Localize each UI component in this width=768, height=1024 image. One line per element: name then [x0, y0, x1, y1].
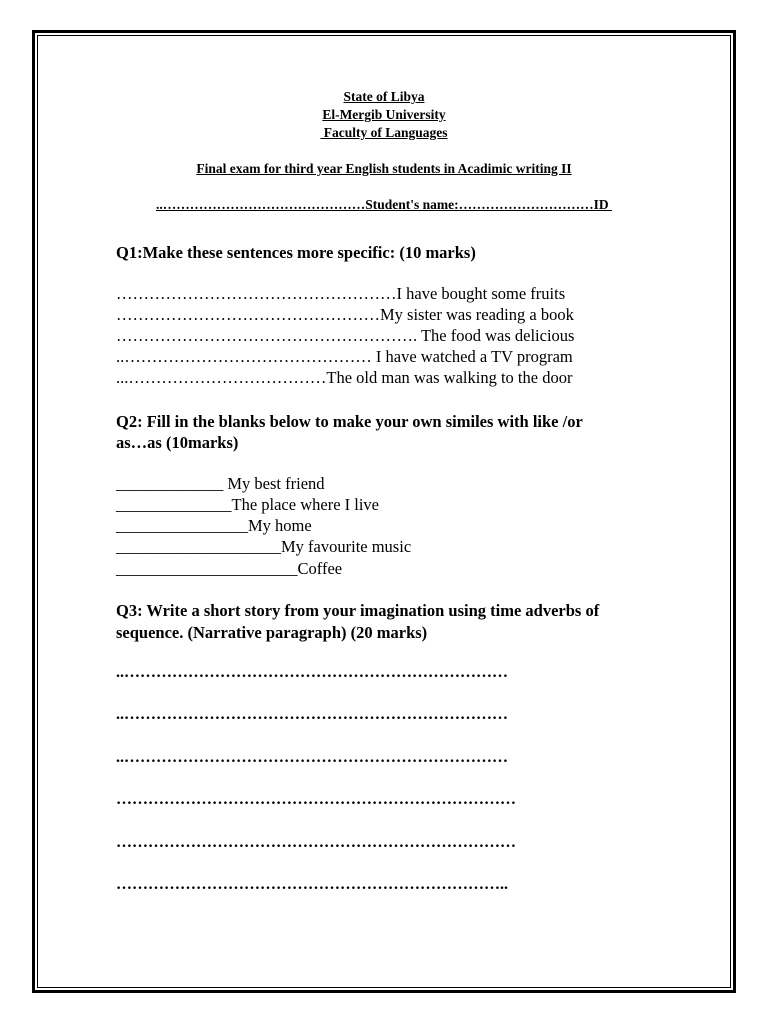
q3-writing-line-3: ..……………………………………………………………… [116, 749, 508, 766]
q1-sentence-2: …………………………………………My sister was reading a book [116, 305, 574, 324]
q2-blank-5: ______________________Coffee [116, 559, 343, 578]
q3-title-line2: sequence. (Narrative paragraph) (20 marks) [116, 623, 428, 642]
q2-blank-3: ________________My home [116, 516, 312, 535]
q3-title-line1: Q3: Write a short story from your imagination using time adverbs of [116, 601, 600, 620]
q2-blank-1: _____________ My best friend [116, 474, 325, 493]
q3-writing-line-2: ..……………………………………………………………… [116, 706, 508, 723]
q2-blank-2: ______________The place where I live [116, 495, 380, 514]
q1-sentence-3: ………………………………………………. The food was delicious [116, 326, 575, 345]
q1-title: Q1:Make these sentences more specific: (10 marks) [116, 243, 476, 262]
q3-writing-line-5: ………………………………………………………………… [116, 834, 516, 851]
student-name-id-line: ..………………………………………Student's name:…………………………ID [155, 197, 612, 212]
q2-title-line1: Q2: Fill in the blanks below to make your own similes with like /or [116, 412, 583, 431]
exam-title: Final exam for third year English students in Acadimic writing II [196, 161, 572, 176]
q3-writing-line-4: ………………………………………………………………… [116, 791, 516, 808]
header-state: State of Libya [343, 89, 425, 104]
q2-blank-4: ____________________My favourite music [116, 537, 412, 556]
header-faculty: Faculty of Languages [320, 125, 448, 140]
q3-writing-line-1: ..……………………………………………………………… [116, 664, 508, 681]
q2-title-line2: as…as (10marks) [116, 433, 239, 452]
q1-sentence-1: ……………………………………………I have bought some fruits [116, 284, 566, 303]
q3-writing-line-6: ……………………………………………………………….. [116, 876, 508, 893]
q1-sentence-5: ...………………………………The old man was walking to the door [116, 368, 573, 387]
header-university: El-Mergib University [322, 107, 446, 122]
q1-sentence-4: ..……………………………………… I have watched a TV program [116, 347, 573, 366]
